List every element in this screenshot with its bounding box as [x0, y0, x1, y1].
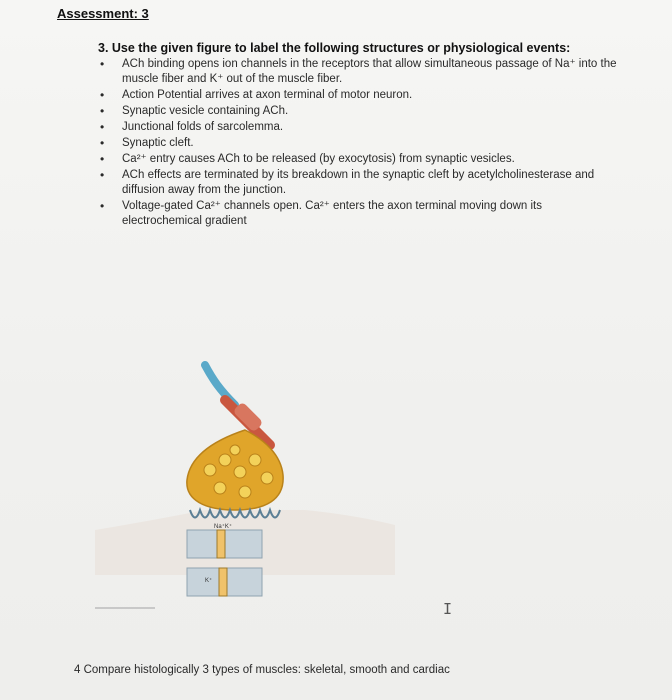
- bullet-dot: •: [100, 136, 105, 150]
- bullet-item: [100, 57, 620, 87]
- bullet-item: [100, 152, 620, 167]
- bullet-item: [100, 168, 620, 198]
- channel-label-top: Na⁺K⁺: [214, 524, 233, 530]
- bullet-dot: •: [100, 104, 105, 118]
- bullet-item: [100, 136, 620, 151]
- bullet-dot: •: [100, 168, 105, 182]
- question-3: 3. Use the given figure to label the following structures or physiological events:: [98, 41, 571, 55]
- bullet-dot: •: [100, 199, 105, 213]
- bullet-item: [100, 88, 620, 103]
- neuromuscular-junction-figure: [95, 360, 395, 620]
- bullet-dot: •: [100, 152, 105, 166]
- bullet-text: Action Potential arrives at axon terminal of motor neuron.: [122, 89, 413, 101]
- bullet-text: Synaptic vesicle containing ACh.: [122, 105, 289, 117]
- bullet-item: [100, 199, 620, 229]
- bullet-dot: •: [100, 120, 105, 134]
- bullet-text: ACh effects are terminated by its breakdown in the synaptic cleft by acetylcholinesterase and diffusion away from the junction.: [122, 169, 595, 196]
- text-cursor: I: [443, 600, 453, 618]
- channel-label-bottom: K⁺: [205, 578, 213, 584]
- bullet-text: Voltage-gated Ca²⁺ channels open. Ca²⁺ enters the axon terminal moving down its electrochemical gradient: [122, 200, 542, 227]
- bullet-dot: •: [100, 57, 105, 71]
- bullet-list: [100, 57, 620, 230]
- question-4: 4 Compare histologically 3 types of muscles: skeletal, smooth and cardiac: [74, 664, 450, 676]
- bullet-item: [100, 120, 620, 135]
- bullet-text: ACh binding opens ion channels in the receptors that allow simultaneous passage of Na⁺ into the muscle fiber and K⁺ out of the muscle fiber.: [122, 58, 617, 85]
- bullet-dot: •: [100, 88, 105, 102]
- bullet-text: Ca²⁺ entry causes ACh to be released (by exocytosis) from synaptic vesicles.: [122, 153, 515, 165]
- assessment-heading: Assessment: 3: [57, 6, 149, 21]
- ion-channel-top: [217, 530, 225, 558]
- bullet-text: Synaptic cleft.: [122, 137, 194, 149]
- ion-channel-bottom: [219, 568, 227, 596]
- bullet-text: Junctional folds of sarcolemma.: [122, 121, 284, 133]
- bullet-item: [100, 104, 620, 119]
